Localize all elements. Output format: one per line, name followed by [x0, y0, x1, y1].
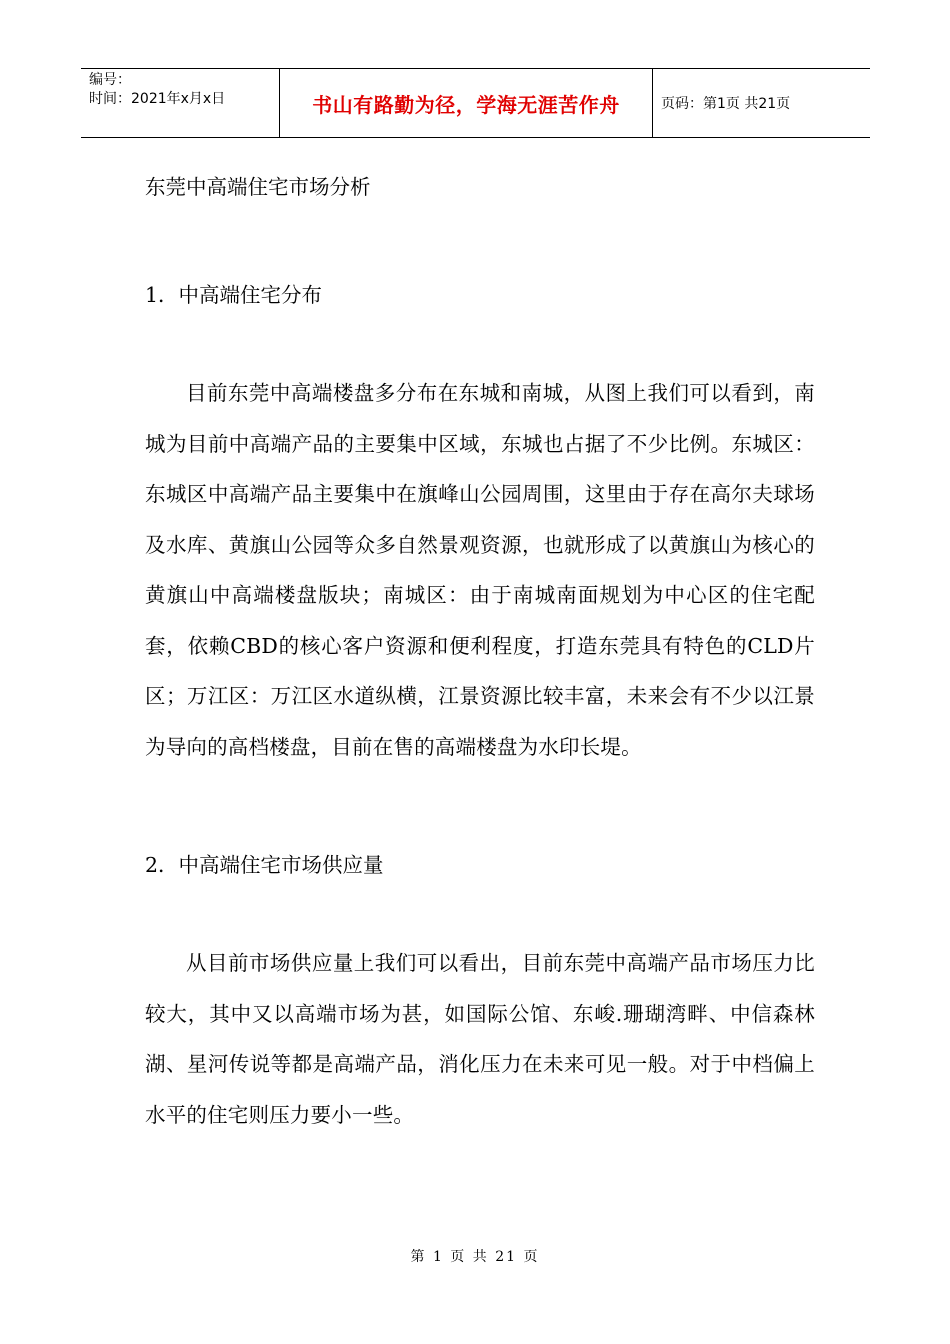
header-page-info: 页码：第1页 共21页	[661, 96, 791, 112]
section-paragraph-distribution: 目前东莞中高端楼盘多分布在东城和南城，从图上我们可以看到，南城为目前中高端产品的主要集中区域，东城也占据了不少比例。东城区：东城区中高端产品主要集中在旗峰山公园周围，这里由于存在高尔夫球场及水库、黄旗山公园等众多自然景观资源，也就形成了以黄旗山为核心的黄旗山中高端楼盘版块；南城区：由于南城南面规划为中心区的住宅配套，依赖CBD的核心客户资源和便利程度，打造东莞具有特色的CLD片区；万江区：万江区水道纵横，江景资源比较丰富，未来会有不少以江景为导向的高档楼盘，目前在售的高端楼盘为水印长堤。	[145, 381, 815, 759]
section-paragraph-supply: 从目前市场供应量上我们可以看出，目前东莞中高端产品市场压力比较大，其中又以高端市场为甚，如国际公馆、东峻.珊瑚湾畔、中信森林湖、星河传说等都是高端产品，消化压力在未来可见一般。对于中档偏上水平的住宅则压力要小一些。	[145, 951, 815, 1127]
page-footer: 第 1 页 共 21 页	[410, 1249, 540, 1265]
header-motto: 书山有路勤为径，学海无涯苦作舟	[280, 69, 653, 137]
document-number-label: 编号：	[89, 72, 131, 88]
document-time-label: 时间：2021年x月x日	[89, 91, 226, 107]
section-heading-supply: 2．中高端住宅市场供应量	[145, 853, 384, 877]
page-header	[81, 68, 870, 138]
section-heading-distribution: 1．中高端住宅分布	[145, 283, 323, 307]
document-body	[145, 150, 815, 1140]
document-title: 东莞中高端住宅市场分析	[145, 175, 371, 199]
header-meta-cell	[81, 69, 280, 137]
